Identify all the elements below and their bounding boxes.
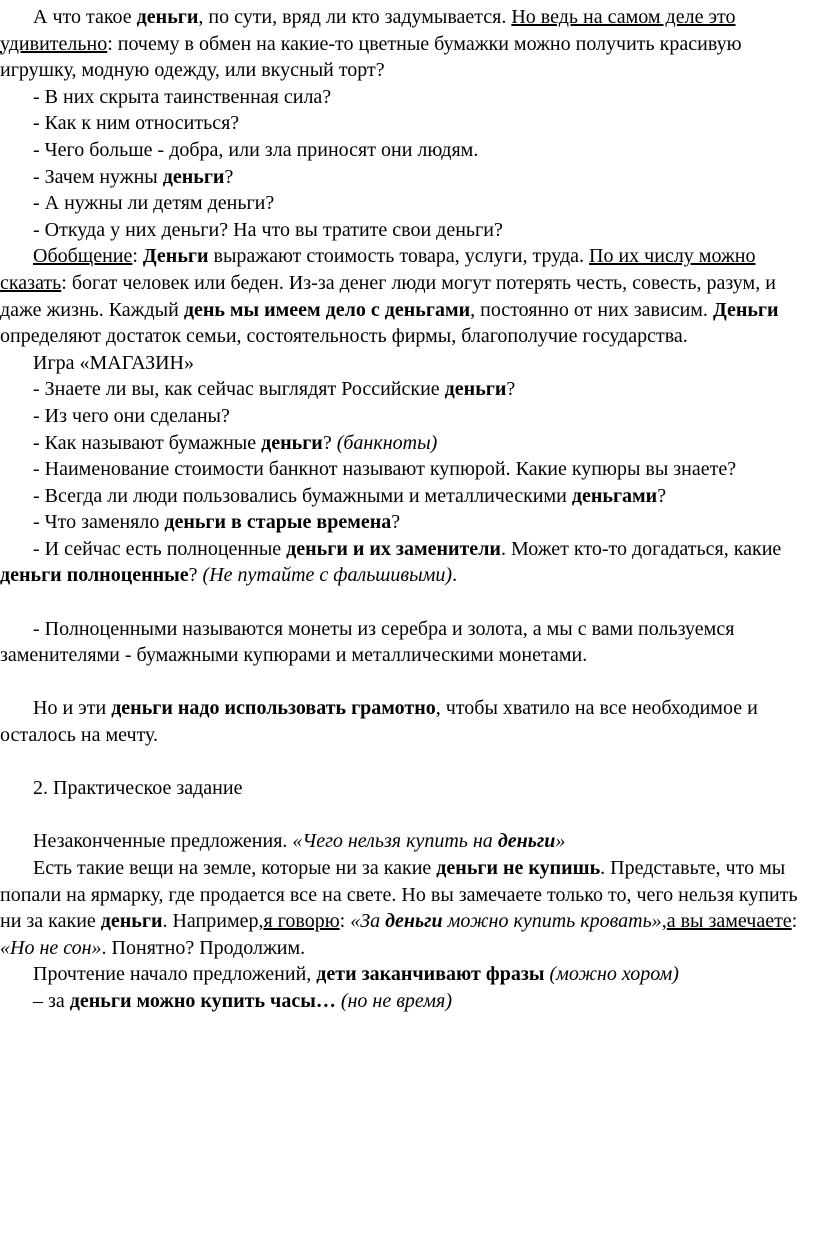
- text: ?: [322, 431, 337, 454]
- bold-text: деньги надо использовать грамотно: [111, 697, 436, 720]
- text: Прочтение начало предложений,: [33, 963, 317, 986]
- text: – за: [33, 989, 70, 1012]
- italic-text: «Чего нельзя купить на: [292, 830, 498, 853]
- game-question: - Наименование стоимости банкнот называют купюрой. Какие купюры вы знаете?: [33, 458, 737, 481]
- text: , по сути, вряд ли кто задумывается.: [198, 6, 512, 28]
- italic-text: (банкноты): [336, 431, 438, 454]
- unfinished-heading: [0, 828, 812, 855]
- bold-text: деньги: [444, 378, 507, 401]
- game-question: - Из чего они сделаны?: [33, 404, 230, 427]
- question-line: - В них скрыта таинственная сила?: [33, 85, 332, 108]
- game-question: [0, 509, 812, 536]
- game-question: [0, 536, 812, 589]
- text: - И сейчас есть полноценные: [33, 537, 287, 560]
- text: :: [791, 910, 798, 933]
- italic-text: «За: [350, 910, 386, 933]
- text: - Всегда ли люди пользовались бумажными и металлическими: [33, 484, 572, 507]
- text: :: [339, 910, 351, 933]
- text: ?: [657, 484, 667, 507]
- text: .: [452, 564, 458, 587]
- text: Незаконченные предложения.: [33, 830, 293, 853]
- text: . Например,: [162, 910, 264, 933]
- summary-paragraph: [0, 243, 812, 349]
- bold-text: деньги не купишь: [436, 857, 601, 879]
- question-line: - Чего больше - добра, или зла приносят они людям.: [33, 138, 479, 161]
- text: : почему в обмен на какие-то цветные бумажки можно получить красивую игрушку, модную одежду, или вкусный торт?: [0, 32, 742, 82]
- text: Но и эти: [33, 697, 112, 720]
- text: ?: [391, 511, 401, 534]
- text: - Что заменяло: [33, 511, 165, 534]
- italic-text: «Но не сон»: [0, 936, 102, 959]
- underlined-text: а вы замечаете: [666, 910, 792, 933]
- full-value-paragraph: - Полноценными называются монеты из серебра и золота, а мы с вами пользуемся заменителями - бумажными купюрами и металлическими монетами.: [0, 617, 735, 667]
- bold-text: деньги в старые времена: [164, 511, 392, 534]
- underlined-text: Но ведь на самом деле это удивительно: [0, 6, 736, 55]
- game-question: [0, 483, 812, 510]
- question-line: - Откуда у них деньги? На что вы тратите свои деньги?: [33, 218, 503, 241]
- text: . Понятно? Продолжим.: [101, 936, 306, 959]
- bold-text: день мы имеем дело с деньгами: [183, 298, 471, 321]
- bold-text: деньги: [136, 6, 199, 28]
- italic-text: (Не путайте с фальшивыми): [202, 564, 453, 587]
- bold-text: деньги: [162, 165, 225, 188]
- italic-text: (можно хором): [549, 963, 679, 986]
- text: ,: [661, 910, 667, 933]
- text: - Как называют бумажные: [33, 431, 262, 454]
- text: - Знаете ли вы, как сейчас выглядят Российские: [33, 378, 445, 401]
- task-heading: 2. Практическое задание: [33, 777, 243, 800]
- text: ?: [506, 378, 516, 401]
- question-line: - Как к ним относиться?: [33, 112, 240, 135]
- underlined-text: Обобщение: [33, 245, 133, 268]
- game-title: Игра «МАГАЗИН»: [33, 351, 194, 374]
- bold-text: деньги и их заменители: [286, 537, 501, 560]
- text: ?: [188, 564, 203, 587]
- blank-line: [0, 589, 812, 616]
- text: : богат человек или беден. Из-за денег люди могут потерять честь, совесть, разум, и даже жизнь. Каждый: [0, 271, 776, 321]
- bold-italic-text: деньги: [385, 910, 443, 933]
- text: ?: [224, 165, 234, 188]
- things-paragraph: [0, 855, 812, 961]
- bold-italic-text: деньги: [497, 830, 556, 853]
- text: А что такое: [33, 6, 137, 28]
- bold-text: деньгами: [571, 484, 658, 507]
- bold-text: Деньги: [712, 298, 779, 321]
- question-line: - А нужны ли детям деньги?: [33, 192, 275, 215]
- question-line: [0, 164, 812, 191]
- italic-text: можно купить кровать»: [442, 910, 662, 933]
- blank-line: [0, 669, 812, 696]
- bold-text: Деньги: [142, 245, 209, 268]
- bold-text: дети заканчивают фразы: [316, 963, 545, 986]
- reading-paragraph: [0, 961, 812, 988]
- bold-text: деньги полноценные: [0, 564, 189, 587]
- sentence-line: [0, 988, 812, 1015]
- game-question: [0, 376, 812, 403]
- game-question: [0, 430, 812, 457]
- intro-paragraph: [0, 4, 812, 84]
- underlined-text: я говорю: [263, 910, 340, 933]
- spend-paragraph: [0, 695, 812, 748]
- italic-text: »: [555, 830, 566, 853]
- blank-line: [0, 749, 812, 776]
- text: выражают стоимость товара, услуги, труда.: [208, 245, 590, 268]
- text: Есть такие вещи на земле, которые ни за какие: [33, 857, 437, 879]
- bold-text: деньги: [261, 431, 323, 454]
- text: . Может кто-то догадаться, какие: [500, 537, 782, 560]
- text: , чтобы хватило на все необходимое и осталось на мечту.: [0, 697, 758, 747]
- text: определяют достаток семьи, состоятельность фирмы, благополучие государства.: [0, 325, 688, 348]
- bold-text: деньги можно купить часы…: [69, 989, 336, 1012]
- bold-text: деньги: [100, 910, 163, 933]
- blank-line: [0, 802, 812, 829]
- italic-text: (но не время): [340, 989, 452, 1012]
- text: . Представьте, что мы попали на ярмарку, где продается все на свете. Но вы замечаете только то, чего нельзя купить ни за какие: [0, 857, 798, 933]
- text: , постоянно от них зависим.: [470, 298, 713, 321]
- underlined-text: По их числу можно сказать: [0, 245, 756, 294]
- text: :: [132, 245, 143, 268]
- text: - Зачем нужны: [33, 165, 163, 188]
